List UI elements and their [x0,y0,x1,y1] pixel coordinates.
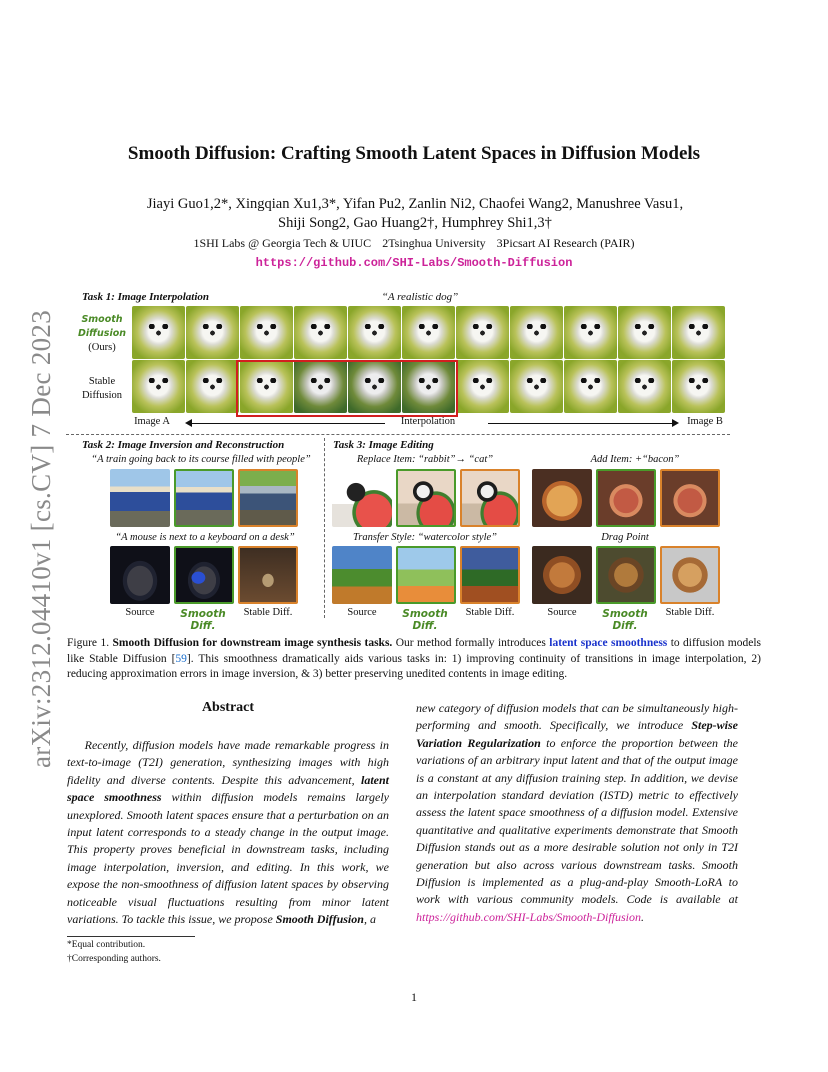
task3-stable-label-1: Stable Diff. [465,607,515,618]
dog-eyes [148,324,169,329]
task3-source-label-2: Source [547,607,577,618]
caption-text-2: to diffusion models like Stable Diffusion [ [67,637,762,665]
task3-transfer-prompt: Transfer Style: “watercolor style” [353,532,497,543]
citation-link[interactable]: 59 [175,652,187,665]
caption-prefix: Figure 1. [67,637,110,649]
train-source [110,469,170,527]
dog-eyes [526,378,547,383]
dog-thumbnail [294,306,347,359]
row-label-stable: Stable Diffusion [81,376,123,401]
horse-stable [460,546,520,604]
bacon-stable [660,469,720,527]
caption-text-3: ]. This smoothness dramatically aids various tasks in: 1) improving continuity of transitions in image interpolation, 2) reducing approximation errors in image inversion, & 3) better preserving unedited contents in image editing. [67,652,761,680]
arrow-right-line [488,423,674,424]
task3-drag-prompt: Drag Point [601,532,649,543]
image-b-label: Image B [687,416,723,427]
smooth-word-2: Diffusion [77,328,126,339]
mouse-stable [238,546,298,604]
dog-thumbnail [564,360,617,413]
abstract-left-bold-2: Smooth Diffusion [275,912,364,927]
dog-thumbnail [186,306,239,359]
task2-stable-label: Stable Diff. [243,607,293,618]
dog-eyes [202,378,223,383]
dog-thumbnail [510,306,563,359]
dog-eyes [634,324,655,329]
authors-line-2: Shiji Song2, Gao Huang2†, Humphrey Shi1,3† [278,215,552,231]
dog-eyes [580,324,601,329]
dog-eyes [688,324,709,329]
task1-label: Task 1: Image Interpolation [82,291,210,303]
dog-eyes [256,324,277,329]
dog-thumbnail [240,306,293,359]
pizza-source [532,469,592,527]
dog-thumbnail [456,360,509,413]
dog-eyes [418,324,439,329]
dog-drag-stable [660,546,720,604]
affiliation-2: 2Tsinghua University [382,236,486,250]
caption-text-1: Our method formally introduces [392,637,550,649]
train-smooth [174,469,234,527]
horse-smooth [396,546,456,604]
dog-thumbnail [132,306,185,359]
train-stable [238,469,298,527]
affiliations [0,236,828,251]
task1-prompt: “A realistic dog” [381,291,459,303]
dog-thumbnail [132,360,185,413]
vertical-divider [324,438,325,618]
dog-thumbnail [456,306,509,359]
dog-eyes [472,378,493,383]
task3-smooth-label-2: Smooth Diff. [602,608,648,632]
arxiv-stamp [22,290,58,770]
dog-thumbnail [402,306,455,359]
abstract-right-2: to enforce the proportion between the variations of an arbitrary input latent and that of the output image is a constant at any diffusion training step. In addition, we devise an interpolation standard deviation (ISTD) metric to effectively assess the latent space smoothness of a diffusion model. Extensive quantitative and qualitative experiments demonstrate that Smooth Diffusion stands out as a more desirable solution not only in T2I generation but also across various downstream tasks. Smooth Diffusion is implemented as a plug-and-play Smooth-LoRA to work with various community models. Code is available at [416,735,739,907]
dog-eyes [364,324,385,329]
dog-eyes [526,324,547,329]
smooth-word-1: Smooth [81,314,123,325]
paper-title: Smooth Diffusion: Crafting Smooth Latent Spaces in Diffusion Models [127,143,701,164]
highlight-box [236,360,458,417]
abstract-right-3: . [641,909,644,924]
dog-thumbnail [672,306,725,359]
abstract-heading: Abstract [201,700,255,715]
mouse-source [110,546,170,604]
task2-prompt-1: “A train going back to its course filled with people” [91,454,311,465]
affiliation-1: 1SHI Labs @ Georgia Tech & UIUC [193,236,372,250]
dog-thumbnail [186,360,239,413]
figure-caption [67,636,761,683]
dog-thumbnail [618,306,671,359]
abstract-left-2: within diffusion models remains largely unexplored. Smooth latent spaces ensure that a perturbation on an input latent corresponds to a steady change in the output image. This property proves beneficial in downstream tasks, including image interpolation, inversion, and editing. In this work, we expose the non-smoothness of diffusion latent spaces by observing noticeable visual fluctuations resulting from minor latent variations. To tackle this issue, we propose [67,790,389,927]
abstract-right-1: new category of diffusion models that can be simultaneously high-performing and smooth. Specifically, we introduce [416,701,738,733]
page-number: 1 [411,990,417,1004]
abstract-right-bold-1: Step-wise Variation Regularization [416,718,738,750]
task2-label: Task 2: Image Inversion and Reconstruction [82,439,285,451]
code-link[interactable]: https://github.com/SHI-Labs/Smooth-Diffusion [416,909,641,924]
dog-eyes [148,378,169,383]
caption-bold: Smooth Diffusion for downstream image synthesis tasks. [112,637,393,649]
rabbit-source [332,469,392,527]
caption-highlight: latent space smoothness [549,637,668,649]
dog-eyes [688,378,709,383]
abstract-left-column [67,737,389,928]
task3-source-label-1: Source [347,607,377,618]
dog-thumbnail [348,306,401,359]
footnote-rule [67,936,195,937]
row-label-smooth [72,313,132,355]
task3-replace-prompt: Replace Item: “rabbit”→ “cat” [356,454,494,465]
footnote-corresponding: †Corresponding authors. [67,954,161,964]
horizontal-divider [66,434,730,435]
affiliation-3: 3Picsart AI Research (PAIR) [496,236,635,250]
arrow-right-head [672,419,679,427]
dog-eyes [310,324,331,329]
dog-eyes [634,378,655,383]
footnote-equal: *Equal contribution. [67,940,146,950]
dog-thumbnail [510,360,563,413]
task3-smooth-label-1: Smooth Diff. [402,608,448,632]
task3-add-prompt: Add Item: +“bacon” [590,454,680,465]
arxiv-id: arXiv:2312.04410v1 [cs.CV] 7 Dec 2023 [26,309,56,768]
task2-prompt-2: “A mouse is next to a keyboard on a desk” [115,532,295,543]
task2-smooth-label: Smooth Diff. [180,608,226,632]
image-a-label: Image A [134,416,170,427]
dog-drag-smooth [596,546,656,604]
abstract-right-column [416,700,738,926]
cat-smooth [396,469,456,527]
abstract-left-1: Recently, diffusion models have made remarkable progress in text-to-image (T2I) generation, synthesizing images with high fidelity and diverse contents. Despite this advancement, [67,738,390,787]
dog-thumbnail [618,360,671,413]
horse-source [332,546,392,604]
task3-stable-label-2: Stable Diff. [665,607,715,618]
github-link[interactable]: https://github.com/SHI-Labs/Smooth-Diffusion [255,256,573,270]
dog-eyes [472,324,493,329]
task2-source-label: Source [125,607,155,618]
bacon-smooth [596,469,656,527]
interpolation-label: Interpolation [400,416,456,427]
cat-stable [460,469,520,527]
author-list [110,195,720,233]
dog-drag-source [532,546,592,604]
dog-eyes [202,324,223,329]
authors-line-1: Jiayi Guo1,2*, Xingqian Xu1,3*, Yifan Pu2, Zanlin Ni2, Chaofei Wang2, Manushree Vasu1, [146,196,684,212]
ours-label: (Ours) [88,342,116,353]
abstract-left-3: , a [363,912,376,927]
mouse-smooth [174,546,234,604]
dog-thumbnail [672,360,725,413]
dog-eyes [580,378,601,383]
dog-thumbnail [564,306,617,359]
task3-label: Task 3: Image Editing [333,439,434,451]
abstract-left-bold-1: latent space smoothness [67,772,389,805]
arrow-left-line [190,423,385,424]
